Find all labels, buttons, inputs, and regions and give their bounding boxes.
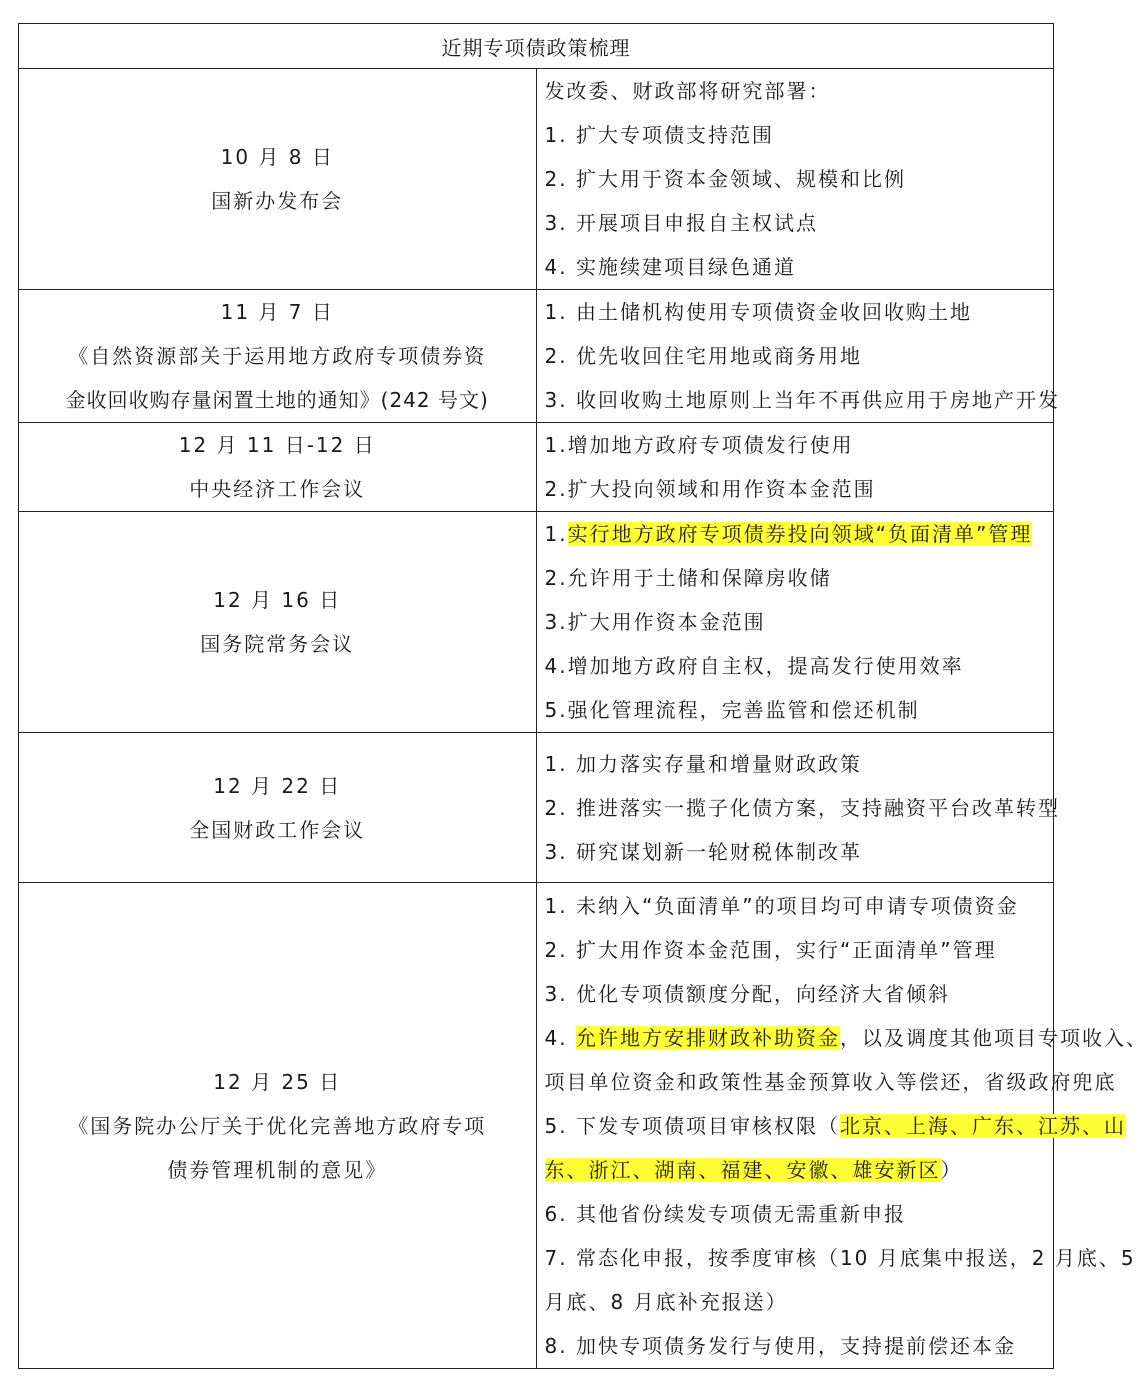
item-number: 4.	[544, 1025, 576, 1050]
table-row	[19, 733, 1054, 883]
table-row	[19, 69, 1054, 290]
content-line: 4.增加地方政府自主权，提高发行使用效率	[544, 654, 964, 678]
content-line: 2. 扩大用于资本金领域、规模和比例	[544, 167, 906, 191]
table-title: 近期专项债政策梳理	[19, 24, 1054, 69]
table-row	[19, 423, 1054, 512]
row-event: 国务院常务会议	[200, 632, 355, 656]
highlighted-text: 实行地方政府专项债券投向领域“负面清单”管理	[567, 522, 1033, 546]
content-line: 3. 研究谋划新一轮财税体制改革	[544, 839, 862, 864]
content-line: 3.扩大用作资本金范围	[544, 610, 766, 634]
content-line: 7. 常态化申报，按季度审核（10 月底集中报送，2 月底、5	[544, 1245, 1136, 1270]
row-content-cell	[536, 883, 1148, 1369]
content-line: 3. 开展项目申报自主权试点	[544, 211, 818, 235]
content-line	[545, 512, 1050, 556]
content-line: 2. 优先收回住宅用地或商务用地	[544, 344, 862, 368]
row-event: 《自然资源部关于运用地方政府专项债券资	[68, 344, 487, 368]
highlighted-text: 东、浙江、湖南、福建、安徽、雄安新区	[544, 1157, 941, 1182]
row-content-cell	[536, 733, 1060, 883]
row-content-cell	[536, 69, 1054, 290]
content-line: 发改委、财政部将研究部署：	[544, 79, 831, 103]
row-date-cell	[19, 733, 537, 883]
table-row	[19, 512, 1054, 733]
content-line: 1. 由土储机构使用专项债资金收回收购土地	[544, 300, 972, 324]
row-event: 债券管理机制的意见》	[167, 1157, 388, 1182]
plain-text: ，以及调度其他项目专项收入、	[839, 1025, 1148, 1050]
row-event: 中央经济工作会议	[189, 477, 366, 501]
content-line: 2.允许用于土储和保障房收储	[544, 566, 832, 590]
row-date: 12 月 11 日-12 日	[178, 433, 376, 457]
row-date: 12 月 16 日	[213, 588, 342, 612]
content-line: 8. 加快专项债务发行与使用，支持提前偿还本金	[544, 1333, 1016, 1358]
row-content-cell	[536, 290, 1060, 423]
row-date-cell	[19, 512, 537, 733]
content-line: 项目单位资金和政策性基金预算收入等偿还，省级政府兜底	[544, 1069, 1117, 1094]
row-date: 12 月 22 日	[213, 773, 342, 798]
row-content-cell	[536, 512, 1054, 733]
content-line: 3. 优化专项债额度分配，向经济大省倾斜	[544, 981, 950, 1006]
content-line: 1. 扩大专项债支持范围	[544, 123, 774, 147]
policy-table	[18, 23, 1148, 1369]
content-line: 1. 加力落实存量和增量财政政策	[544, 751, 862, 776]
content-line: 2. 扩大用作资本金范围，实行“正面清单”管理	[544, 937, 997, 962]
content-line: 2. 推进落实一揽子化债方案，支持融资平台改革转型	[544, 795, 1060, 820]
content-line: 5.强化管理流程，完善监管和偿还机制	[544, 698, 920, 722]
plain-text: 5. 下发专项债项目审核权限（	[544, 1113, 840, 1138]
row-event: 金收回收购存量闲置土地的通知》(242 号文)	[65, 388, 489, 412]
row-date: 12 月 25 日	[213, 1069, 342, 1094]
row-date-cell	[19, 69, 537, 290]
row-event: 《国务院办公厅关于优化完善地方政府专项	[68, 1113, 487, 1138]
row-content-cell	[536, 423, 1054, 512]
highlighted-text: 北京、上海、广东、江苏、山	[839, 1113, 1126, 1138]
table-row	[19, 883, 1054, 1369]
content-line	[544, 1104, 1126, 1148]
item-number: 1.	[544, 522, 568, 546]
content-line	[544, 1016, 1148, 1060]
content-line: 4. 实施续建项目绿色通道	[544, 255, 796, 279]
content-line: 6. 其他省份续发专项债无需重新申报	[544, 1201, 906, 1226]
content-line: 月底、8 月底补充报送）	[544, 1289, 788, 1314]
content-line: 1. 未纳入“负面清单”的项目均可申请专项债资金	[544, 893, 1019, 918]
table-row	[19, 290, 1054, 423]
plain-text: ）	[940, 1157, 963, 1182]
row-date-cell	[19, 423, 537, 512]
row-event: 全国财政工作会议	[189, 817, 366, 842]
content-line	[545, 1148, 1050, 1192]
content-line: 3. 收回收购土地原则上当年不再供应用于房地产开发	[544, 388, 1060, 412]
row-date: 11 月 7 日	[220, 300, 334, 324]
row-date-cell	[19, 290, 537, 423]
row-event: 国新办发布会	[211, 189, 344, 213]
content-line: 2.扩大投向领域和用作资本金范围	[544, 477, 876, 501]
row-date-cell	[19, 883, 537, 1369]
row-date: 10 月 8 日	[220, 145, 334, 169]
content-line: 1.增加地方政府专项债发行使用	[544, 433, 854, 457]
highlighted-text: 允许地方安排财政补助资金	[575, 1025, 840, 1050]
